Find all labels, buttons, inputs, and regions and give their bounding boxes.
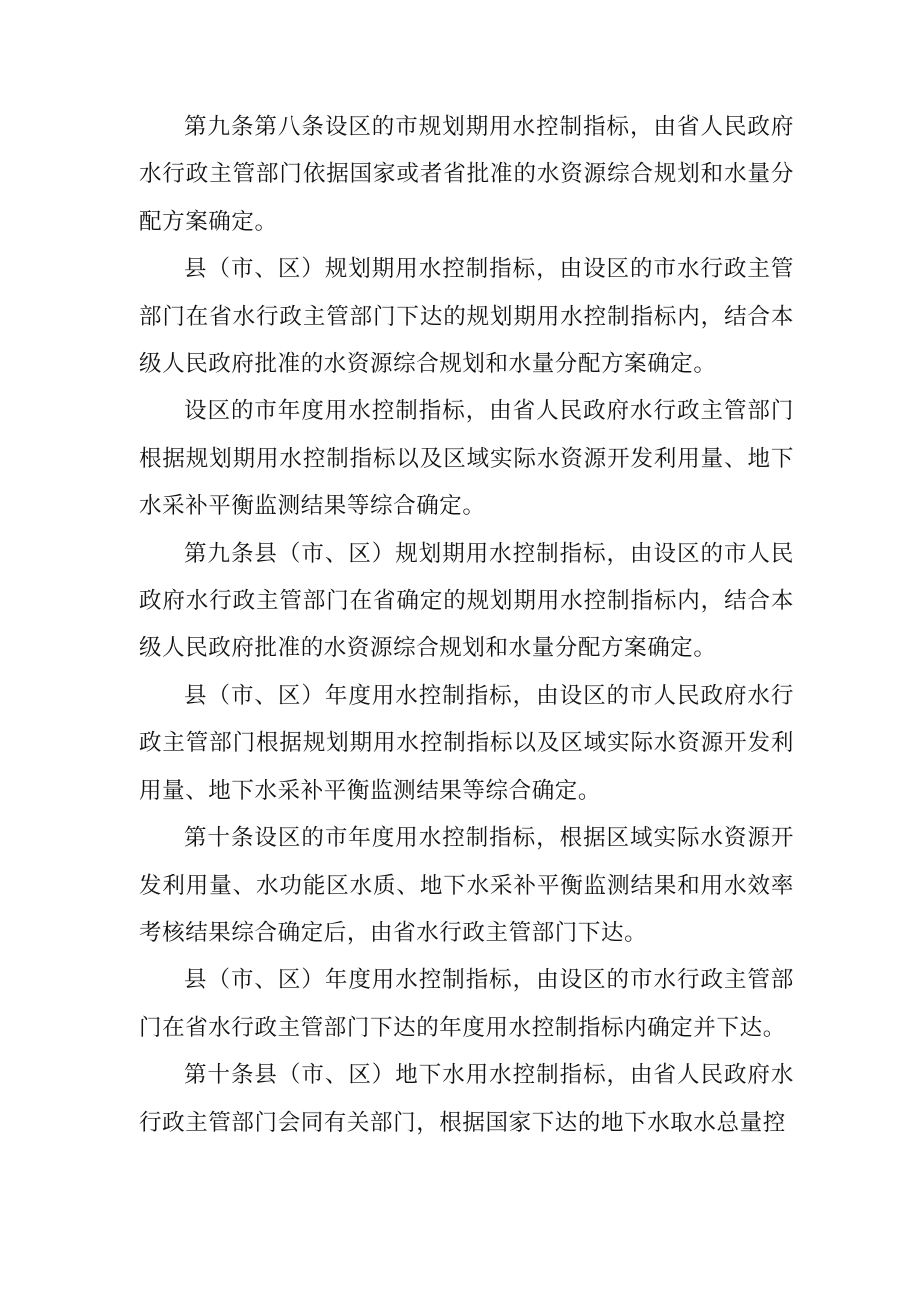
paragraph-6: 第十条设区的市年度用水控制指标，根据区域实际水资源开发利用量、水功能区水质、地下水采补平衡监测结果和用水效率考核结果综合确定后，由省水行政主管部门下达。 — [139, 825, 794, 946]
document-body — [139, 104, 794, 1147]
paragraph-1: 第九条第八条设区的市规划期用水控制指标，由省人民政府水行政主管部门依据国家或者省批准的水资源综合规划和水量分配方案确定。 — [139, 114, 794, 235]
paragraph-2: 县（市、区）规划期用水控制指标，由设区的市水行政主管部门在省水行政主管部门下达的规划期用水控制指标内，结合本级人民政府批准的水资源综合规划和水量分配方案确定。 — [139, 256, 794, 378]
paragraph-4: 第九条县（市、区）规划期用水控制指标，由设区的市人民政府水行政主管部门在省确定的规划期用水控制指标内，结合本级人民政府批准的水资源综合规划和水量分配方案确定。 — [139, 540, 794, 662]
paragraph-5: 县（市、区）年度用水控制指标，由设区的市人民政府水行政主管部门根据规划期用水控制指标以及区域实际水资源开发利用量、地下水采补平衡监测结果等综合确定。 — [139, 682, 794, 804]
paragraph-3: 设区的市年度用水控制指标，由省人民政府水行政主管部门根据规划期用水控制指标以及区域实际水资源开发利用量、地下水采补平衡监测结果等综合确定。 — [139, 398, 794, 520]
paragraph-8: 第十条县（市、区）地下水用水控制指标，由省人民政府水行政主管部门会同有关部门，根据国家下达的地下水取水总量控 — [139, 1062, 794, 1136]
paragraph-7: 县（市、区）年度用水控制指标，由设区的市水行政主管部门在省水行政主管部门下达的年度用水控制指标内确定并下达。 — [139, 967, 794, 1041]
